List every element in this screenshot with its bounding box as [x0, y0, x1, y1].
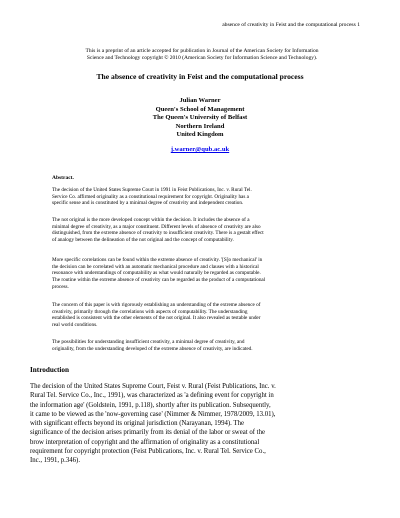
abstract-line: real world conditions. [52, 322, 98, 329]
body-line: brow interpretation of copyright and the affirmation of originality as a constitutional [30, 438, 260, 446]
body-line: Inc., 1991, p.346). [30, 457, 81, 465]
abstract-line: creativity, primarily through the correlations with aspects of computability. The understanding [52, 308, 248, 315]
abstract-line: The decision of the United States Supreme Court in 1991 in Feist Publications, Inc. v. Rural Tel. [52, 187, 252, 193]
author-block [80, 97, 320, 140]
body-line: it came to be viewed as the 'now-governing case' (Nimmer & Nimmer, 1978/2009, 13.01), [30, 410, 276, 418]
abstract-line: The possibilities for understanding insufficient creativity, a minimal degree of creativity, and [52, 339, 245, 345]
abstract-line: of analogy between the delineation of the not original and the concept of computability. [52, 237, 234, 244]
body-line: Rural Tel. Service Co., Inc., 1991), was characterized as 'a defining event for copyright in [30, 392, 274, 400]
body-line: requirement for copyright protection (Feist Publications, Inc. v. Rural Tel. Service Co., [30, 448, 266, 456]
author-name: Julian Warner [179, 97, 221, 104]
abstract-line: Service Co. affirmed originality as a constitutional requirement for copyright. Originality has a [52, 193, 249, 200]
author-affiliation-2: The Queen's University of Belfast [152, 114, 248, 122]
body-line: The decision of the United States Supreme Court, Feist v. Rural (Feist Publications, Inc. v. [30, 383, 276, 390]
abstract-line: the decision can be correlated with an automatic mechanical procedure and clauses with a historical [52, 263, 259, 270]
introduction-body [30, 382, 370, 466]
abstract-paragraph-4 [52, 302, 354, 329]
abstract-line: established is consistent with the other elements of the not original. It also revealed as testable under [52, 315, 261, 322]
abstract-line: The concern of this paper is with rigorously establishing an understanding of the extreme absence of [52, 302, 261, 308]
body-line: significance of the decision arises primarily from its denial of the labor or sweat of the [30, 429, 265, 437]
abstract-line: distinguished, from the extreme absence of creativity to insufficient creativity. There is a gestalt effect [52, 230, 264, 237]
author-country: United Kingdom [176, 131, 224, 139]
paper-title: The absence of creativity in Feist and the computational process [96, 72, 304, 81]
abstract-paragraph-3 [52, 257, 354, 291]
preprint-line-2: Science and Technology copyright © 2010 (American Society for Information Science and Technology). [86, 55, 318, 62]
author-email-link[interactable]: j.warner@qub.ac.uk [170, 146, 230, 153]
abstract-line: The not original is the more developed concept within the decision. It includes the absence of a [52, 217, 250, 223]
author-region: Northern Ireland [175, 122, 225, 130]
introduction-heading: Introduction [30, 366, 70, 374]
body-line: the information age' (Goldstein, 1991, p.118), shortly after its publication. Subsequently, [30, 401, 271, 409]
abstract-paragraph-5 [52, 339, 354, 352]
abstract-paragraph-1 [52, 187, 354, 207]
abstract-heading: Abstract. [52, 175, 74, 181]
preprint-line-1: This is a preprint of an article accepted for publication in Journal of the American Society for Information [85, 48, 319, 54]
author-affiliation-1: Queen's School of Management [155, 105, 245, 113]
abstract-line: The routine within the extreme absence of creativity can be regarded as the product of a computational [52, 277, 266, 284]
body-line: with significant effects beyond its original jurisdiction (Narayanan, 1994). The [30, 420, 244, 428]
abstract-paragraph-2 [52, 217, 354, 244]
abstract-line: originality, from the understanding developed of the extreme absence of creativity, are indicated. [52, 345, 253, 352]
abstract-line: process. [52, 283, 69, 290]
abstract-line: resonance with understandings of computability as what would naturally be regarded as computable. [52, 270, 261, 277]
running-header: absence of creativity in Feist and the computational process 1 [222, 22, 360, 28]
abstract-line: More specific correlations can be found within the extreme absence of creativity. '[S]o mechanical' in [52, 257, 263, 263]
abstract-line: minimal degree of creativity, as a major constituent. Different levels of absence of creativity are also [52, 223, 261, 230]
preprint-note [52, 48, 352, 62]
abstract-line: specific sense and is constituted by a minimal degree of creativity and independent creation. [52, 200, 244, 207]
